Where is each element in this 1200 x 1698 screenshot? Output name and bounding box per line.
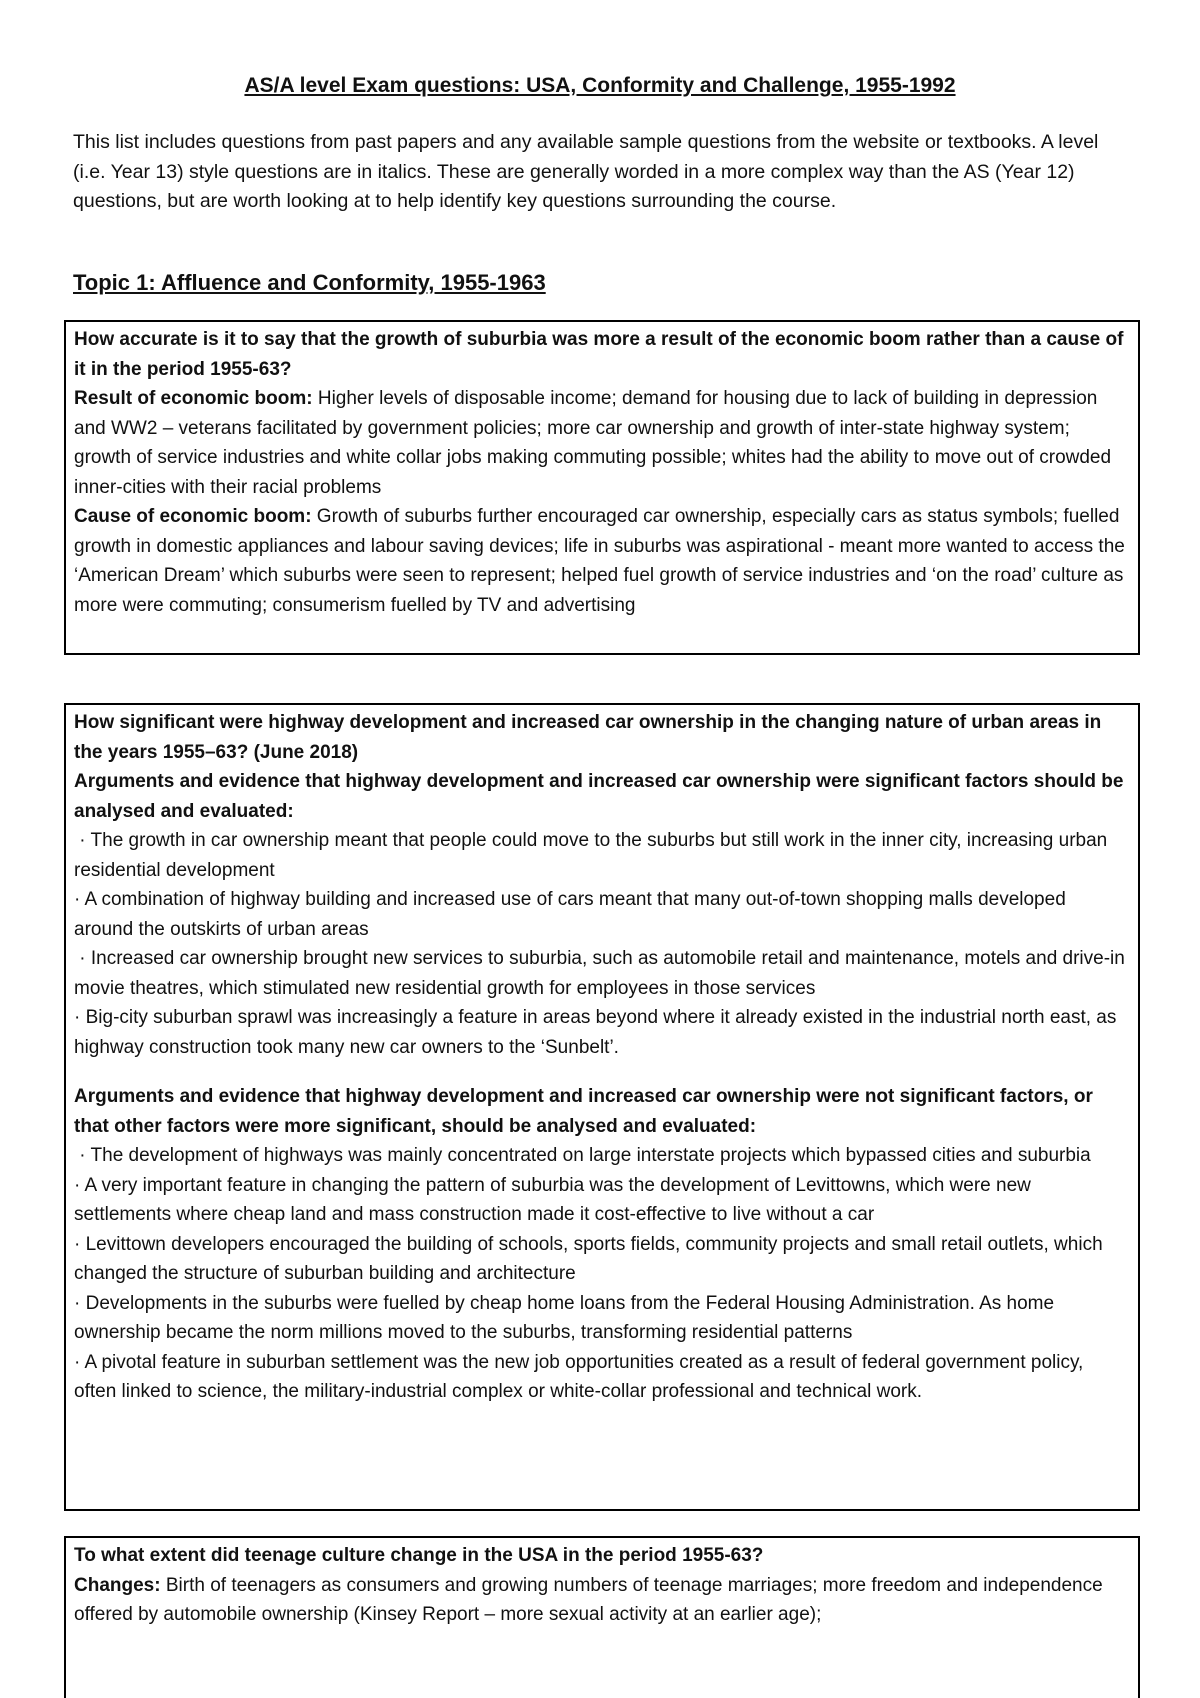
question-text: How significant were highway development and increased car ownership in the changing nature of urban areas in the years 1955–63? (June 2018) bbox=[74, 712, 1102, 763]
answer-text: Higher levels of disposable income; demand for housing due to lack of building in depression and WW2 – veterans facilitated by government policies; more car ownership and growth of inter-state highway system; growth of service industries and white collar jobs making commuting possible; whites had the ability to move out of crowded inner-cities with their racial problems bbox=[74, 388, 1112, 498]
bullet-point: · A very important feature in changing the pattern of suburbia was the development of Levittowns, which were new settlements where cheap land and mass construction made it cost-effective to live without a car bbox=[74, 1174, 1031, 1225]
arguments-against-heading: Arguments and evidence that highway development and increased car ownership were not significant factors, or that other factors were more significant, should be analysed and evaluated: bbox=[74, 1086, 1093, 1137]
answer-paragraph bbox=[74, 502, 1130, 620]
question-box-highways bbox=[64, 703, 1140, 1511]
question-box-teenage-culture bbox=[64, 1536, 1140, 1698]
answer-label: Changes: bbox=[74, 1574, 161, 1596]
answer-label: Result of economic boom: bbox=[74, 388, 313, 409]
question-text: To what extent did teenage culture change in the USA in the period 1955-63? bbox=[74, 1545, 764, 1566]
question-box-suburbia bbox=[64, 320, 1140, 655]
answer-text: Growth of suburbs further encouraged car ownership, especially cars as status symbols; fuelled growth in domestic appliances and labour saving devices; life in suburbs was aspirational - meant more wanted to access the ‘American Dream’ which suburbs were seen to represent; helped fuel growth of service industries and ‘on the road’ culture as more were commuting; consumerism fuelled by TV and advertising bbox=[74, 506, 1125, 616]
bullet-point: · A pivotal feature in suburban settlement was the new job opportunities created as a result of federal government policy, often linked to science, the military-industrial complex or white-collar professional and technical work. bbox=[74, 1351, 1084, 1402]
topic-heading: Topic 1: Affluence and Conformity, 1955-1963 bbox=[73, 270, 546, 295]
bullet-point: · Developments in the suburbs were fuelled by cheap home loans from the Federal Housing Administration. As home ownership became the norm millions moved to the suburbs, transforming residential patterns bbox=[74, 1292, 1055, 1343]
question-text: How accurate is it to say that the growth of suburbia was more a result of the economic boom rather than a cause of it in the period 1955-63? bbox=[74, 329, 1124, 380]
bullet-point: · Levittown developers encouraged the building of schools, sports fields, community projects and small retail outlets, which changed the structure of suburban building and architecture bbox=[74, 1233, 1103, 1284]
answer-paragraph bbox=[74, 1571, 1130, 1630]
answer-text: Birth of teenagers as consumers and growing numbers of teenage marriages; more freedom and independence offered by automobile ownership (Kinsey Report – more sexual activity at an earlier age); bbox=[74, 1574, 1103, 1625]
answer-paragraph bbox=[74, 384, 1130, 502]
bullet-point: · Increased car ownership brought new services to suburbia, such as automobile retail and maintenance, motels and drive-in movie theatres, which stimulated new residential growth for employees in those services bbox=[74, 948, 1125, 999]
bullet-point: · The growth in car ownership meant that people could move to the suburbs but still work in the inner city, increasing urban residential development bbox=[74, 830, 1108, 881]
intro-paragraph: This list includes questions from past papers and any available sample questions from the website or textbooks. A level (i.e. Year 13) style questions are in italics. These are generally worded in a more complex way than the AS (Year 12) questions, but are worth looking at to help identify key questions surrounding the course. bbox=[73, 131, 1099, 212]
document-title: AS/A level Exam questions: USA, Conformity and Challenge, 1955-1992 bbox=[244, 74, 956, 97]
answer-label: Cause of economic boom: bbox=[74, 506, 312, 527]
bullet-point: · Big-city suburban sprawl was increasingly a feature in areas beyond where it already existed in the industrial north east, as highway construction took many new car owners to the ‘Sunbelt’. bbox=[74, 1007, 1117, 1058]
arguments-for-heading: Arguments and evidence that highway development and increased car ownership were significant factors should be analysed and evaluated: bbox=[74, 771, 1124, 822]
spacer bbox=[74, 1062, 1130, 1082]
bullet-point: · A combination of highway building and increased use of cars meant that many out-of-town shopping malls developed around the outskirts of urban areas bbox=[74, 889, 1066, 940]
bullet-point: · The development of highways was mainly concentrated on large interstate projects which bypassed cities and suburbia bbox=[74, 1145, 1091, 1166]
